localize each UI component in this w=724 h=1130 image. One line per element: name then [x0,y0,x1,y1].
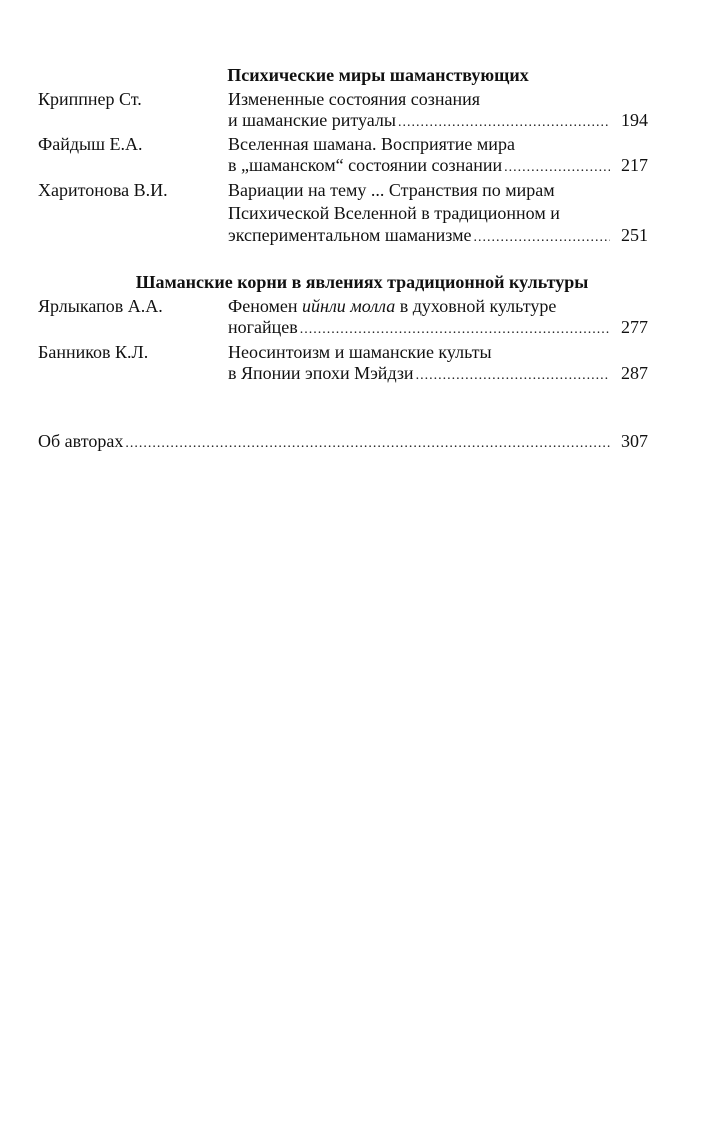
dot-leader [504,154,610,179]
entry-title-line: и шаманские ритуалы [228,110,396,130]
entry-title-text: в духовной культуре [395,296,557,316]
entry-title-text: Феномен [228,296,303,316]
entry-author: Ярлыкапов А.А. [38,296,163,316]
about-authors-label: Об авторах [38,431,124,451]
toc-entry-about-authors[interactable] [38,430,648,453]
entry-title-line: экспериментальном шаманизме [228,225,472,245]
entry-page-number: 307 [621,431,648,451]
entry-title-line [228,295,648,318]
dot-leader [125,430,610,455]
entry-author: Криппнер Ст. [38,89,142,109]
section-heading-psychic-worlds: Психические миры шаманствующих [227,65,529,85]
entry-title-line: Вариации на тему ... Странствия по мирам [228,180,555,200]
entry-title-line: Психической Вселенной в традиционном и [228,203,560,223]
entry-page-number: 287 [621,363,648,383]
dot-leader [416,362,610,387]
entry-page-number: 194 [621,110,648,130]
entry-page-number: 217 [621,155,648,175]
entry-title-line-with-page [228,109,648,132]
entry-author: Банников К.Л. [38,342,149,362]
dot-leader [474,224,611,249]
entry-title-line-with-page [228,362,648,385]
entry-title-line: в „шаманском“ состоянии сознании [228,155,503,175]
entry-title-line: Неосинтоизм и шаманские культы [228,342,492,362]
entry-title-line: в Японии эпохи Мэйдзи [228,363,414,383]
dot-leader [300,316,610,341]
entry-title-line: ногайцев [228,317,298,337]
dot-leader [398,109,610,134]
entry-title-line-with-page [228,154,648,177]
entry-title-line: Измененные состояния сознания [228,89,481,109]
entry-title-italic-term: ийнли молла [302,296,396,316]
entry-page-number: 277 [621,317,648,337]
entry-author: Харитонова В.И. [38,180,168,200]
entry-title-line: Вселенная шамана. Восприятие мира [228,134,515,154]
section-heading-shamanic-roots: Шаманские корни в явлениях традиционной культуры [135,272,589,292]
entry-title-line-with-page [228,316,648,339]
entry-page-number: 251 [621,225,648,245]
entry-title-line-with-page [228,224,648,247]
entry-author: Файдыш Е.А. [38,134,143,154]
